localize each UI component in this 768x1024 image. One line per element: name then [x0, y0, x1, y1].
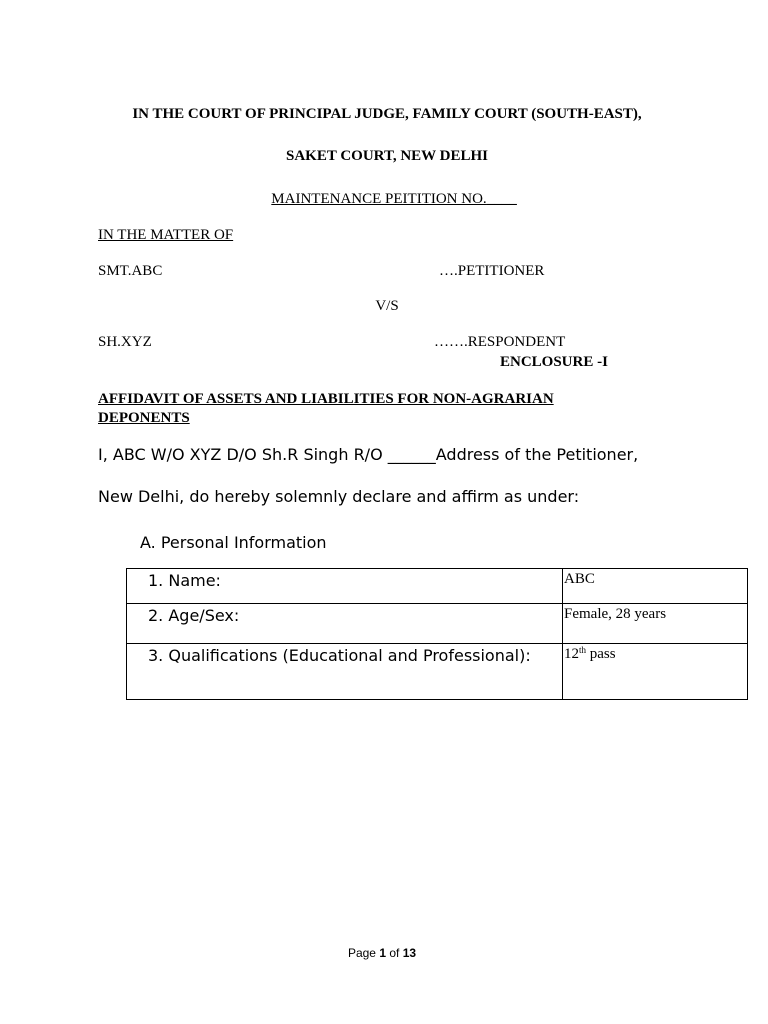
table-row	[127, 569, 748, 604]
matter-heading: IN THE MATTER OF	[98, 227, 234, 243]
table-cell-label: 1. Name:	[127, 569, 563, 604]
table-cell-value: Female, 28 years	[563, 604, 748, 644]
page-word: Page	[347, 946, 376, 960]
affidavit-heading: AFFIDAVIT OF ASSETS AND LIABILITIES FOR NON-AGRARIAN DEPONENTS	[98, 391, 554, 426]
court-title: IN THE COURT OF PRINCIPAL JUDGE, FAMILY COURT (SOUTH-EAST),	[132, 106, 642, 122]
page-footer	[0, 946, 764, 960]
versus-label: V/S	[375, 298, 399, 314]
court-location: SAKET COURT, NEW DELHI	[285, 148, 489, 164]
table-row	[127, 644, 748, 700]
petitioner-name: SMT.ABC	[98, 263, 163, 279]
of-word: of	[389, 946, 400, 960]
petition-label: MAINTENANCE PEITITION NO.	[271, 191, 487, 207]
enclosure-label: ENCLOSURE -I	[500, 354, 608, 370]
table-cell-label: 3. Qualifications (Educational and Professional):	[127, 644, 563, 700]
page-current: 1	[379, 946, 386, 960]
respondent-role: …….RESPONDENT	[434, 334, 566, 350]
qualification-number: 12	[564, 646, 579, 662]
table-row	[127, 604, 748, 644]
qualification-ordinal: th	[579, 645, 587, 655]
table-cell-value	[563, 644, 748, 700]
petitioner-role: ….PETITIONER	[439, 263, 545, 279]
table-cell-value: ABC	[563, 569, 748, 604]
declaration-line-2: New Delhi, do hereby solemnly declare and affirm as under:	[98, 487, 580, 506]
page-total: 13	[402, 946, 417, 960]
respondent-name: SH.XYZ	[98, 334, 152, 350]
petition-number-blank: ____	[486, 191, 517, 207]
petition-number-line	[0, 191, 768, 208]
declaration-line-1: I, ABC W/O XYZ D/O Sh.R Singh R/O ______Address of the Petitioner,	[98, 445, 639, 464]
qualification-rest: pass	[586, 646, 616, 662]
section-title: A. Personal Information	[140, 533, 327, 552]
personal-info-table	[126, 568, 748, 700]
table-cell-label: 2. Age/Sex:	[127, 604, 563, 644]
